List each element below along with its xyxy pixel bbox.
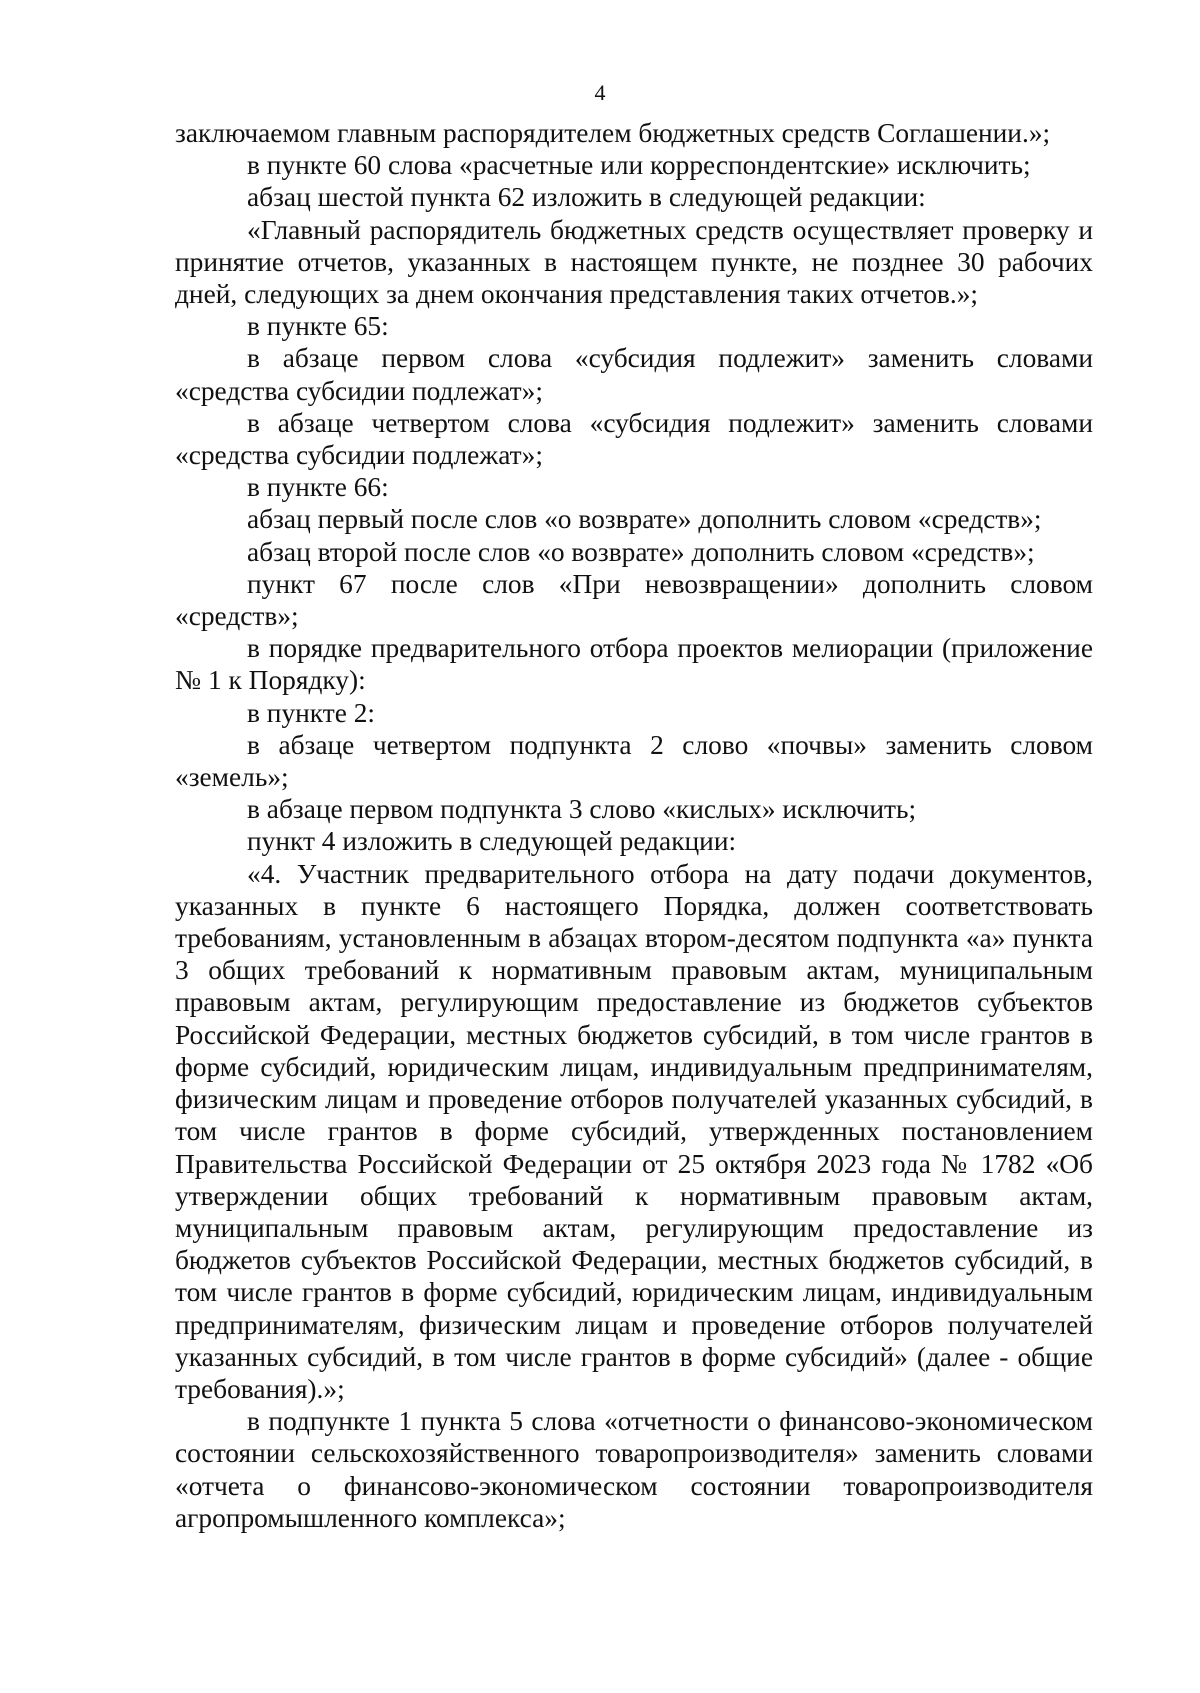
- paragraph: абзац первый после слов «о возврате» дополнить словом «средств»;: [247, 504, 1042, 535]
- paragraph: пункт 4 изложить в следующей редакции:: [247, 826, 737, 857]
- paragraph: в пункте 65:: [247, 311, 389, 342]
- paragraph: в порядке предварительного отбора проектов мелиорации (приложение № 1 к Порядку):: [175, 633, 1093, 696]
- paragraph: в абзаце четвертом слова «субсидия подлежит» заменить словами «средства субсидии подлежат»;: [175, 407, 1093, 471]
- document-body: [175, 117, 1093, 1534]
- paragraph: абзац шестой пункта 62 изложить в следующей редакции:: [247, 182, 926, 213]
- paragraph: в абзаце первом подпункта 3 слово «кислых» исключить;: [247, 794, 917, 825]
- paragraph: пункт 67 после слов «При невозвращении» дополнить словом «средств»;: [175, 568, 1093, 632]
- paragraph: заключаемом главным распорядителем бюджетных средств Соглашении.»;: [175, 118, 1051, 148]
- paragraph: абзац второй после слов «о возврате» дополнить словом «средств»;: [247, 536, 1035, 567]
- paragraph: в абзаце четвертом подпункта 2 слово «почвы» заменить словом «земель»;: [175, 729, 1093, 793]
- paragraph: в пункте 66:: [247, 472, 389, 503]
- quoted-paragraph: «Главный распорядитель бюджетных средств осуществляет проверку и принятие отчетов, указанных в настоящем пункте, не позднее 30 рабочих дней, следующих за днем окончания представления таких отчетов.»;: [175, 214, 1093, 310]
- page-number: 4: [594, 80, 606, 105]
- paragraph: в абзаце первом слова «субсидия подлежит» заменить словами «средства субсидии подлежат»;: [175, 343, 1093, 406]
- quoted-paragraph: «4. Участник предварительного отбора на дату подачи документов, указанных в пункте 6 настоящего Порядка, должен соответствовать требованиям, установленным в абзацах втором-десятом подпункта «а» пункта 3 общих требований к нормативным правовым актам, муниципальным правовым актам, регулирующим предоставление из бюджетов субъектов Российской Федерации, местных бюджетов субсидий, в том числе грантов в форме субсидий, юридическим лицам, индивидуальным предпринимателям, физическим лицам и проведение отборов получателей указанных субсидий, в том числе грантов в форме субсидий, утвержденных постановлением Правительства Российской Федерации от 25 октября 2023 года № 1782 «Об утверждении общих требований к нормативным правовым актам, муниципальным правовым актам, регулирующим предоставление из бюджетов субъектов Российской Федерации, местных бюджетов субсидий, в том числе грантов в форме субсидий, юридическим лицам, индивидуальным предпринимателям, физическим лицам и проведение отборов получателей указанных субсидий, в том числе грантов в форме субсидий» (далее - общие требования).»;: [175, 858, 1093, 1404]
- paragraph: в пункте 60 слова «расчетные или корреспондентские» исключить;: [247, 150, 1031, 181]
- paragraph: в подпункте 1 пункта 5 слова «отчетности о финансово-экономическом состоянии сельскохозяйственного товаропроизводителя» заменить словами «отчета о финансово-экономическом состоянии товаропроизводителя агропромышленного комплекса»;: [175, 1406, 1093, 1533]
- paragraph: в пункте 2:: [247, 697, 376, 728]
